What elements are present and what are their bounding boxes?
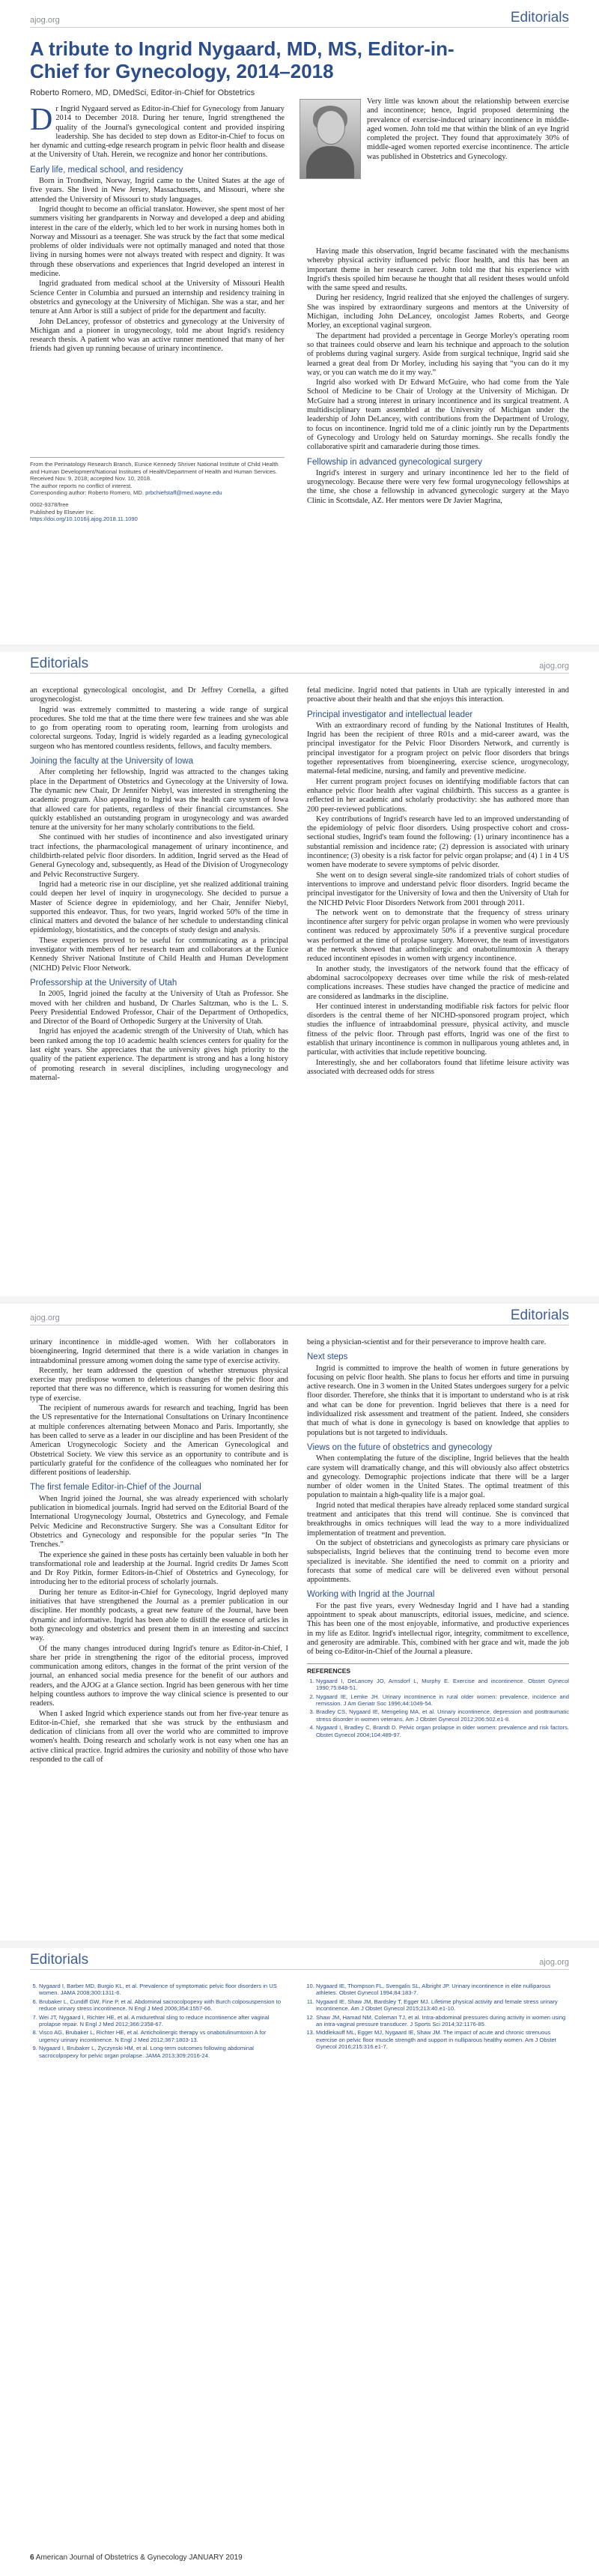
paragraph: After completing her fellowship, Ingrid was attracted to the changes taking place in the Department of Obstetrics and Gynecology at the University of Iowa. The dynamic new Chair, Dr Jennifer Niebyl, was interested in strengthening the academic program. Also appealing to Ingrid was the health care system of Iowa that allowed care for patients, regardless of their financial circumstances. She quickly established an outstanding program in urogynecology and was awarded tenure at the university for her many scholarly contributions to the field.: [30, 768, 288, 832]
page-1: [0, 0, 599, 644]
paragraph: Her current program project focuses on identifying modifiable factors that can enhance pelvic floor health after vaginal childbirth. This success as a grantee is reflected in her academic and scholarly productivity: she has authored more than 200 peer-reviewed publications.: [307, 777, 569, 814]
heading-next-steps: Next steps: [307, 1352, 348, 1362]
paragraph: Ingrid's interest in surgery and urinary incontinence led her to the field of urogynecology. Because there were very few formal urogynecology fellowships at the time, she chose a fellowship in advanced gynecologic surgery at the Mayo Clinic in Scottsdale, AZ. Her mentors were Dr Javier Magrina,: [307, 468, 569, 505]
heading-first-female-editor: The first female Editor-in-Chief of the Journal: [30, 1483, 201, 1493]
section-label: Editorials: [510, 10, 569, 25]
heading-fellowship: Fellowship in advanced gynecological surgery: [307, 457, 482, 467]
portrait-body: [306, 146, 354, 178]
heading-early-life: Early life, medical school, and residency: [30, 165, 183, 175]
paragraph: John DeLancey, professor of obstetrics and gynecology at the University of Michigan and a pioneer in urogynecology, told me about Ingrid's residency research thesis. A patient who was an active runner mentioned that many of her friends had given up running because of urinary incontinence.: [30, 317, 285, 354]
reference-item[interactable]: 1. Nygaard I, DeLancey JO, Arnsdorf L, Murphy E. Exercise and incontinence. Obstet Gynecol 1990;75:848-51.: [316, 1678, 569, 1692]
byline: Roberto Romero, MD, DMedSci, Editor-in-Chief for Obstetrics: [30, 88, 255, 97]
page-2: [0, 652, 599, 1296]
heading-future-views: Views on the future of obstetrics and gynecology: [307, 1442, 493, 1452]
reference-item[interactable]: 13. Middlekauff ML, Egger MJ, Nygaard IE, Shaw JM. The impact of acute and chronic strenuous exercise on pelvic floor muscle strength and support in nulliparous healthy women. Am J Obstet Gynecol 2016;215:316.e1-7.: [316, 2029, 569, 2050]
page-header: [30, 10, 569, 28]
paragraph: During her residency, Ingrid realized that she enjoyed the challenges of surgery. She was inspired by extraordinary surgeons and mentors at the University of Michigan, including John DeLancey, oncologist James Roberts, and George Morley, an exceptional vaginal surgeon.: [307, 294, 569, 330]
page-number: 6: [30, 2554, 34, 2562]
paragraph: Her continued interest in understanding modifiable risk factors for pelvic floor disorders is the central theme of her NICHD-sponsored program project, which studies the influence of intraabdominal pressure, physical activity, and muscle fitness of the pelvic floor. Through past efforts, Ingrid was one of the first to establish that urinary incontinence is common in nulliparous young athletes and, in particular, with activities that include repetitive bouncing.: [307, 1002, 569, 1057]
paragraph: urinary incontinence in middle-aged women. With her collaborators in bioengineering, Ingrid determined that there is a wide variation in changes in intraabdominal pressure among women doing the same type of exercise activity.: [30, 1338, 288, 1365]
references-list-continued-right: [307, 1983, 569, 2052]
paragraph: fetal medicine. Ingrid noted that patients in Utah are typically interested in and proactive about their health and that she enjoys this interaction.: [307, 686, 569, 704]
paragraph: These experiences proved to be useful for communicating as a principal investigator with members of her research team and collaborators at the Eunice Kennedy Shriver National Institute of Child Health and Human Development (NICHD) Pelvic Floor Network.: [30, 936, 288, 973]
article-footnote: [30, 457, 285, 523]
paragraph: In another study, the investigators of the network found that the efficacy of abdominal sacrocolpopexy decreases over time while the risk of mesh-related complications increases. These studies have changed the practice of medicine and are considered as landmarks in the discipline.: [307, 964, 569, 1001]
article-title: A tribute to Ingrid Nygaard, MD, MS, Editor-in-Chief for Gynecology, 2014–2018: [30, 37, 454, 82]
paragraph: Ingrid had a meteoric rise in our discipline, yet she realized additional training could deepen her level of inquiry in urogynecology. She decided to pursue a Master of Science degree in epidemiology, and her Chair, Jennifer Niebyl, supported this endeavor. Thus, for two years, Ingrid worked 50% of the time in clinical matters and devoted the balance of her schedule to understanding clinical epidemiology, biostatistics, and the concepts of study design and analysis.: [30, 880, 288, 935]
site-link[interactable]: ajog.org: [30, 1313, 60, 1322]
references-list-continued-left: [30, 1983, 285, 2061]
paragraph: In 2005, Ingrid joined the faculty at the University of Utah as Professor. She moved with her children and husband, Dr Charles Saltzman, who is the L. S. Peery Presidential Endowed Professor, Chair of the Department of Orthopedics, and Director of the Board of Orthopedic Surgery at the University of Utah.: [30, 990, 288, 1027]
intro-text: r Ingrid Nygaard served as Editor-in-Chief for Gynecology from January 2014 to December 2018. During her tenure, Ingrid strengthened the quality of the Journal's gynecological content and provided inspiring leadership. She has decided to step down as Editor-in-Chief to focus on her dynamic and cutting-edge research program in pelvic floor health and disease at the University of Utah. Herein, we recognize and honor her contributions.: [30, 105, 285, 160]
site-link[interactable]: ajog.org: [539, 662, 569, 671]
heading-working-with-ingrid: Working with Ingrid at the Journal: [307, 1590, 435, 1600]
reference-item[interactable]: 11. Nygaard IE, Shaw JM, Bardsley T, Egger MJ. Lifetime physical activity and female stress urinary incontinence. Am J Obstet Gynecol 2015;213:40.e1-10.: [316, 1998, 569, 2013]
page3-column-right: [307, 1338, 569, 1740]
paragraph: For the past five years, every Wednesday Ingrid and I have had a standing appointment to speak about manuscripts, editorial issues, medicine, and science. This has been one of the most enjoyable, informative, and productive experiences in my life as Editor. Ingrid's intellectual rigor, integrity, commitment to excellence, and generosity are admirable. This, combined with her grace and wit, made the job of being co-Editor-in-Chief of the Journal a pleasure.: [307, 1601, 569, 1657]
page2-column-right: [307, 686, 569, 1077]
page1-column-left: [30, 105, 285, 355]
footnote-affiliation: From the Perinatology Research Branch, Eunice Kennedy Shriver National Institute of Child Health and Human Development/National Institutes of Health/Department of Health and Human Services.: [30, 461, 279, 475]
paragraph: The recipient of numerous awards for research and teaching, Ingrid has been the US representative for the International Consultations on Urinary Incontinence at multiple conferences alternating between Monaco and Paris. Importantly, she has been called to serve as a leader in our discipline and has been President of the American Urogynecologic Society and the American Gynecological and Obstetrical Society. We view this service as an opportunity to contribute and is particularly grateful for the confidence of the colleagues who nominated her for different positions of leadership.: [30, 1404, 288, 1478]
paragraph: She went on to design several single-site randomized trials of cohort studies of interventions to improve and understand pelvic floor disorders. Ingrid became the principal investigator for the University of Iowa and then the University of Utah for the NICHD Pelvic Floor Disorders Network from 2001 through 2011.: [307, 871, 569, 907]
page-separator: [0, 644, 599, 652]
reference-item[interactable]: 4. Nygaard I, Bradley C, Brandt D. Pelvic organ prolapse in older women: prevalence and risk factors. Obstet Gynecol 2004;104:489-97.: [316, 1724, 569, 1738]
paragraph: Key contributions of Ingrid's research have led to an improved understanding of the epidemiology of pelvic floor disorders. Using prospective cohort and cross-sectional studies, Ingrid's team found the following: (1) urinary incontinence has a substantial remission and incidence rate; (2) depression is associated with urinary incontinence; (3) obesity is a risk factor for pelvic organ prolapse; and (4) 1 in 4 US women have moderate to severe symptoms of pelvic disorder.: [307, 814, 569, 870]
paragraph: The department had provided a percentage in George Morley's operating room so that trainees could observe and learn his technique and approach to the solution of problems during vaginal surgery. Aside from surgical technique, Ingrid said she learned a great deal from Dr Morley, including his saying that “you can do it my way, or you can watch me do it my way.”: [307, 331, 569, 377]
page-header: [30, 1308, 569, 1325]
paragraph: Of the many changes introduced during Ingrid's tenure as Editor-in-Chief, I share her pride in strengthening the rigor of the editorial process, improved communication among editors, changes in the format of the print version of the journal, an enhanced social media presence for the benefit of our authors and readers, and the AJOG at a Glance section. Ingrid has been generous with her time helping countless authors to improve the way clinical science is presented to our readers.: [30, 1644, 288, 1708]
dropcap: D: [30, 103, 53, 137]
page1-column-right-top: [367, 97, 569, 163]
reference-item[interactable]: 5. Nygaard I, Barber MD, Burgio KL, et al. Prevalence of symptomatic pelvic floor disorders in US women. JAMA 2008;300:1311-6.: [39, 1983, 285, 1997]
footnote-issn: 0002-9378/free: [30, 501, 69, 508]
heading-principal-investigator: Principal investigator and intellectual leader: [307, 710, 473, 719]
page-separator: [0, 1296, 599, 1304]
section-label: Editorials: [30, 1952, 89, 1968]
paragraph: The experience she gained in these posts has certainly been valuable in both her transformational role and leadership at the Journal. Ingrid credits Dr James Scott and Dr Roy Pitkin, former Editors-in-Chief of Obstetrics and Gynecology, for introducing her to the editorial process of scholarly journals.: [30, 1550, 288, 1587]
paragraph: an exceptional gynecological oncologist, and Dr Jeffrey Cornella, a gifted urogynecologist.: [30, 686, 288, 704]
author-portrait: [300, 99, 361, 179]
page3-column-left: [30, 1338, 288, 1765]
page-4: [0, 1948, 599, 2576]
footnote-received: Received Nov. 9, 2018; accepted Nov. 10, 2018.: [30, 475, 152, 483]
paragraph: Ingrid was extremely committed to mastering a wide range of surgical procedures. She told me that at the time there were few trainees and she was able to go from operating room to operating room, learning from urologists and colorectal surgeons. Today, Ingrid is widely regarded as a leading gynecological surgeon who has mentored countless residents, fellows, and faculty members.: [30, 705, 288, 751]
reference-item[interactable]: 2. Nygaard IE, Lemke JH. Urinary incontinence in rural older women: prevalence, incidence and remission. J Am Geriatr Soc 1996;44:1049-54.: [316, 1693, 569, 1708]
paragraph: When I asked Ingrid which experience stands out from her five-year tenure as Editor-in-Chief, she remarked that she was struck by the enthusiasm and dedication of clinicians from all over the world who are committed to improve women's health. Doing research and scholarly work is not easy when one has an active clinical practice. Ingrid admires the curiosity and nobility of those who have responded to the call of: [30, 1709, 288, 1765]
references-heading: REFERENCES: [307, 1663, 569, 1675]
paragraph: Recently, her team addressed the question of whether strenuous physical exercise may predispose women to deleterious changes of the pelvic floor and reported that there was no difference, which is reassuring for women desiring this type of exercise.: [30, 1366, 288, 1403]
intro-paragraph: [30, 105, 285, 160]
page1-column-right: [307, 247, 569, 507]
heading-utah: Professorship at the University of Utah: [30, 978, 177, 988]
footnote-conflict: The author reports no conflict of interest.: [30, 482, 133, 489]
doi-link[interactable]: https://doi.org/10.1016/j.ajog.2018.11.1090: [30, 515, 138, 523]
paragraph: When Ingrid joined the Journal, she was already experienced with scholarly publication in biomedical journals. Ingrid had served on the Editorial Board of the International Urogynecology Journal, Obstetrics and Gynecology, and Female Pelvic Medicine and Reconstructive Surgery. She was a Consultant Editor for Obstetrics and Gynecology and responsible for the popular series “In The Trenches.”: [30, 1494, 288, 1549]
paragraph: With an extraordinary record of funding by the National Institutes of Health, Ingrid has been the recipient of three R01s and a mid-career award, was the principal investigator for the Pelvic Floor Disorders Network, and currently is principal investigator for a program project on pelvic floor disorders that brings together representatives from bioengineering, exercise science, urogynecology, maternal-fetal medicine, nursing, and family and preventive medicine.: [307, 721, 569, 776]
reference-item[interactable]: 10. Nygaard IE, Thompson FL, Svengalis SL, Albright JP. Urinary incontinence in elite nulliparous athletes. Obstet Gynecol 1994;84:183-7.: [316, 1983, 569, 1997]
paragraph: Ingrid also worked with Dr Edward McGuire, who had come from the Yale School of Medicine to be Chair of Urology at the University of Michigan. Dr McGuire had a strong interest in urinary incontinence and its surgical treatment. A multidisciplinary team assembled at the University of Michigan under the leadership of John DeLancey, with contributions from the Department of Urology, to focus on incontinence. Ingrid told me of a clinic jointly run by the Departments of Gynecology and Urology held on Saturday mornings. She recalls fondly the collaborative spirit and camaraderie during those times.: [307, 378, 569, 452]
page-3: [0, 1304, 599, 1941]
paragraph: Interestingly, she and her collaborators found that lifetime leisure activity was associated with decreased odds for stress: [307, 1058, 569, 1076]
heading-iowa: Joining the faculty at the University of Iowa: [30, 757, 193, 767]
paragraph: The network went on to demonstrate that the frequency of stress urinary incontinence after surgery for pelvic organ prolapse in women who were previously continent was reduced by approximately 50% if a preventive surgical procedure was performed at the time of prolapse surgery. Moreover, the team of investigators at the network showed that anticholinergic and onabotulinumtoxin A therapy reduced incontinent episodes in women with urgency incontinence.: [307, 908, 569, 964]
section-label: Editorials: [510, 1307, 569, 1323]
section-label: Editorials: [30, 656, 89, 671]
reference-item[interactable]: 8. Visco AG, Brubaker L, Richter HE, et al. Anticholinergic therapy vs onabotulinumtoxin A for urgency urinary incontinence. N Engl J Med 2012;367:1803-13.: [39, 2029, 285, 2043]
paragraph: Ingrid has enjoyed the academic strength of the University of Utah, which has been ranked among the top 10 academic health sciences centers for quality for the last eight years. She appreciates that the university gives high priority to the quality of the patient experience. The department is strong and has a long history of promoting research in several disciplines, including urogynecology and maternal-: [30, 1027, 288, 1082]
page-header: [30, 1953, 569, 1970]
author-email-link[interactable]: prbchiefstaff@med.wayne.edu: [145, 489, 222, 497]
references-list: [307, 1678, 569, 1738]
paragraph: Ingrid noted that medical therapies have already replaced some standard surgical treatment and anticipates that this trend will continue. She is convinced that breakthroughs in omics techniques will lead the way to a more individualized implementation of treatment and prevention.: [307, 1501, 569, 1538]
journal-name: American Journal of Obstetrics & Gynecology: [35, 2554, 187, 2562]
footnote-publisher: Published by Elsevier Inc.: [30, 508, 95, 515]
paragraph: She continued with her studies of incontinence and also investigated urinary tract infections, the pharmacological management of urinary incontinence, and childbirth-related pelvic floor disorders. In addition, Ingrid served as the Head of General Gynecology and, subsequently, as Head of the Division of Urogynecology and Pelvic Reconstructive Surgery.: [30, 833, 288, 879]
page-footer: [30, 2554, 569, 2562]
site-link[interactable]: ajog.org: [539, 1958, 569, 1967]
paragraph: Born in Trondheim, Norway, Ingrid came to the United States at the age of five years. She lived in New Jersey, Massachusetts, and Missouri, where she attended the University of Missouri to study languages.: [30, 177, 285, 204]
paragraph: Ingrid is committed to improve the health of women in future generations by focusing on pelvic floor health. She plans to focus her efforts and time in pursuing active research. One in 3 women in the United States undergoes surgery for a pelvic floor disorder. Therefore, she thinks that it is important to understand who is at risk and what can be done for prevention. Ingrid believes that there is a need for individualized risk assessment and treatment of the patient. Indeed, she considers that much of what is done in gynecology is based on knowledge that applies to populations but is not targeted to individuals.: [307, 1364, 569, 1437]
reference-item[interactable]: 3. Bradley CS, Nygaard IE, Mengeling MA, et al. Urinary incontinence, depression and posttraumatic stress disorder in women veterans. Am J Obstet Gynecol 2012;206:502.e1-8.: [316, 1708, 569, 1723]
footnote-corresponding: [30, 489, 285, 497]
paragraph: Ingrid thought to become an official translator. However, she spent most of her summers visiting her grandparents in Norway and developed a deep and abiding interest in the care of the elderly, which led to her work in nursing homes both in Norway and Missouri as a teenager. She was struck by the fact that some medical problems of older individuals were not optimally managed and noted that those living in nursing homes were not always treated with respect and dignity. It was through these observations and experiences that Ingrid developed an interest in medicine.: [30, 205, 285, 279]
site-link[interactable]: ajog.org: [30, 16, 60, 25]
reference-item[interactable]: 6. Brubaker L, Cundiff GW, Fine P, et al. Abdominal sacrocolpopexy with Burch colposuspension to reduce urinary stress incontinence. N Engl J Med 2006;354:1557-66.: [39, 1998, 285, 2013]
paragraph: Having made this observation, Ingrid became fascinated with the mechanisms whereby physical activity influenced pelvic floor health, and this has been an important theme in her research career. John told me that his experience with Ingrid's thesis spoiled him because he thought that all resident theses would unfold with the same speed and results.: [307, 247, 569, 293]
paragraph: When contemplating the future of the discipline, Ingrid believes that the health care system will dramatically change, and this will obviously also affect obstetrics and gynecology. Demographic projections indicate that there will be a larger number of older women in the United States. The optimal treatment of this population to maintain a high-quality life is a major goal.: [307, 1454, 569, 1500]
issue-date: JANUARY 2019: [189, 2554, 243, 2562]
page-separator: [0, 1941, 599, 1948]
page-header: [30, 656, 569, 674]
corresponding-author: Corresponding author: Roberto Romero, MD.: [30, 489, 144, 497]
paragraph: Very little was known about the relationship between exercise and incontinence; hence, Ingrid proposed determining the prevalence of exercise-induced urinary incontinence in middle-aged women. John told me that within the blink of an eye Ingrid completed the project. They found that approximately 30% of middle-aged women reported exercise incontinence. The article was published in Obstetrics and Gynecology.: [367, 97, 569, 161]
reference-item[interactable]: 9. Nygaard I, Brubaker L, Zyczynski HM, et al. Long-term outcomes following abdominal sacrocolpopexy for pelvic organ prolapse. JAMA 2013;309:2016-24.: [39, 2045, 285, 2059]
paragraph: During her tenure as Editor-in-Chief for Gynecology, Ingrid deployed many initiatives that have strengthened the Journal as a premier publication in our discipline. Her monthly podcasts, a great new feature of the Journal, have been dynamic and informative. Ingrid has been able to distill the essence of articles in both gynecology and obstetrics and present them in an interesting and succinct way.: [30, 1588, 288, 1643]
reference-item[interactable]: 7. Wei JT, Nygaard I, Richter HE, et al. A midurethral sling to reduce incontinence after vaginal prolapse repair. N Engl J Med 2012;366:2358-67.: [39, 2014, 285, 2028]
paragraph: being a physician-scientist and for their perseverance to improve health care.: [307, 1338, 547, 1346]
paragraph: On the subject of obstetricians and gynecologists as primary care physicians or subspecialists, Ingrid believes that the continuing trend to become even more specialized is inevitable. She identified the need to commit on a priority and forecasts that some of medical care will be delivered even without personal appointments.: [307, 1538, 569, 1585]
reference-item[interactable]: 12. Shaw JM, Hamad NM, Coleman TJ, et al. Intra-abdominal pressures during activity in women using an intra-vaginal pressure transducer. J Sports Sci 2014;32:1176-85.: [316, 2014, 569, 2028]
paragraph: Ingrid graduated from medical school at the University of Missouri Health Science Center in Columbia and pursued an internship and residency training in obstetrics and gynecology at the University of Michigan. She was a star, and her tenure at Ann Arbor is still a subject of pride for the department and faculty.: [30, 279, 285, 316]
page2-column-left: [30, 686, 288, 1083]
portrait-face: [317, 110, 345, 145]
